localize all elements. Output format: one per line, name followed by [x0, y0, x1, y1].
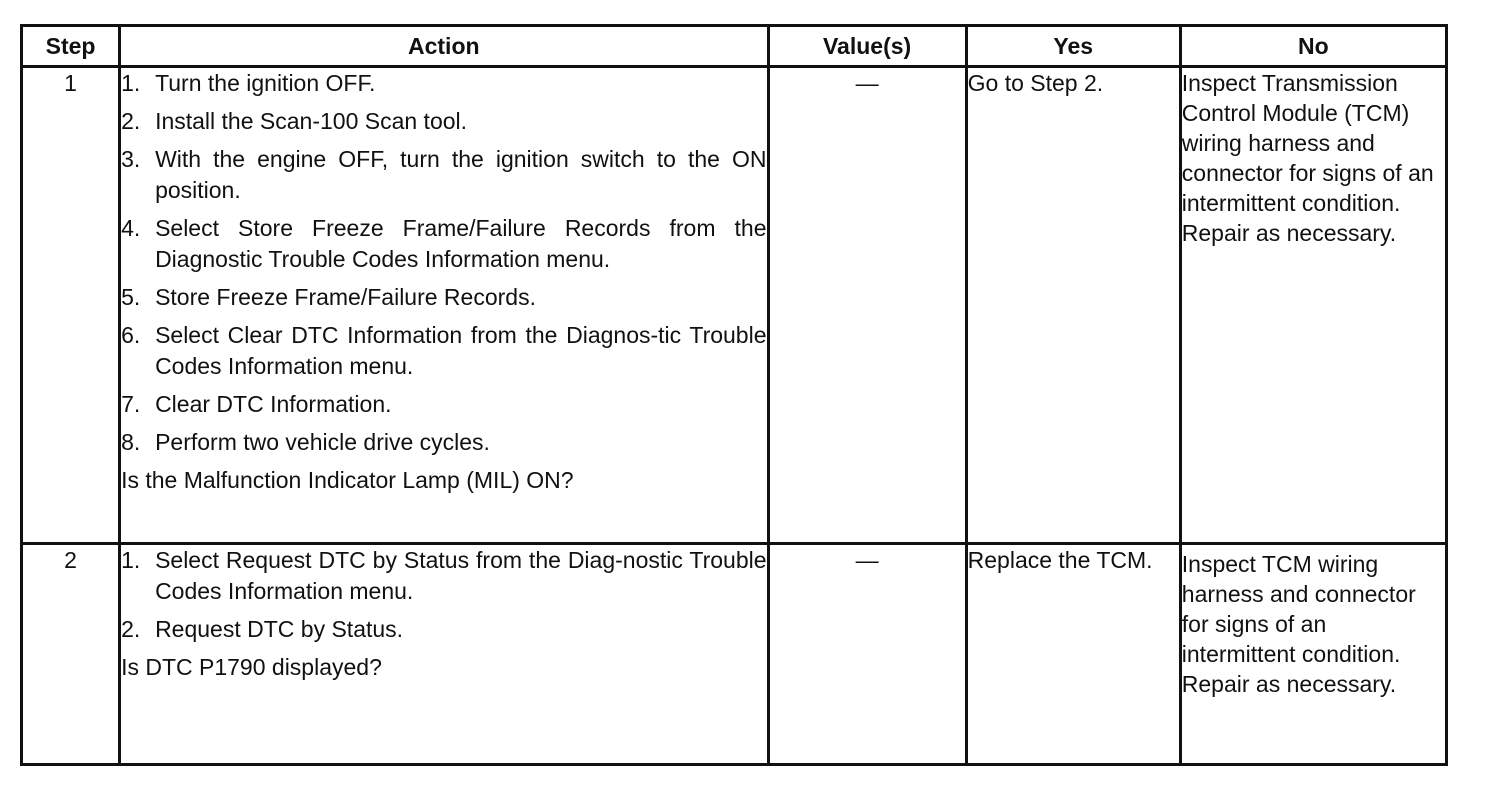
table-row — [22, 544, 1447, 765]
action-step — [121, 282, 766, 313]
step-text: Select Clear DTC Information from the Diagnos-tic Trouble Codes Information menu. — [155, 322, 767, 379]
header-yes: Yes — [966, 26, 1180, 67]
action-step — [121, 389, 766, 420]
yes-cell: Go to Step 2. — [966, 67, 1180, 544]
action-step — [121, 68, 766, 99]
step-question: Is DTC P1790 displayed? — [121, 654, 382, 680]
action-step — [121, 320, 766, 382]
step-text: Select Request DTC by Status from the Diag-nostic Trouble Codes Information menu. — [155, 547, 767, 604]
step-text: Request DTC by Status. — [155, 616, 404, 642]
value-cell: — — [768, 67, 966, 544]
step-index: 2. — [121, 616, 141, 642]
step-index: 1. — [121, 547, 141, 573]
header-action: Action — [120, 26, 768, 67]
step-index: 2. — [121, 108, 141, 134]
step-index: 8. — [121, 429, 141, 455]
step-index: 5. — [121, 284, 141, 310]
header-values: Value(s) — [768, 26, 966, 67]
step-number: 2 — [22, 544, 120, 765]
step-number: 1 — [22, 67, 120, 544]
step-index: 3. — [121, 146, 141, 172]
action-cell — [120, 67, 768, 544]
header-row — [22, 26, 1447, 67]
value-cell: — — [768, 544, 966, 765]
step-index: 6. — [121, 322, 141, 348]
step-text: Install the Scan-100 Scan tool. — [155, 108, 468, 134]
step-question: Is the Malfunction Indicator Lamp (MIL) ON? — [121, 467, 574, 493]
step-index: 4. — [121, 215, 141, 241]
action-step — [121, 144, 766, 206]
action-step — [121, 545, 766, 607]
diagnostic-table — [20, 24, 1448, 766]
step-index: 7. — [121, 391, 141, 417]
step-text: With the engine OFF, turn the ignition switch to the ON position. — [155, 146, 767, 203]
action-step — [121, 614, 766, 645]
step-text: Perform two vehicle drive cycles. — [155, 429, 490, 455]
step-index: 1. — [121, 70, 141, 96]
yes-cell: Replace the TCM. — [966, 544, 1180, 765]
action-step — [121, 106, 766, 137]
action-steps — [121, 68, 766, 458]
action-cell — [120, 544, 768, 765]
step-text: Select Store Freeze Frame/Failure Records from the Diagnostic Trouble Codes Information menu. — [155, 215, 767, 272]
step-text: Store Freeze Frame/Failure Records. — [155, 284, 536, 310]
header-no: No — [1180, 26, 1446, 67]
action-step — [121, 213, 766, 275]
step-text: Clear DTC Information. — [155, 391, 392, 417]
table-row — [22, 67, 1447, 544]
header-step: Step — [22, 26, 120, 67]
step-text: Turn the ignition OFF. — [155, 70, 376, 96]
action-steps — [121, 545, 766, 645]
action-step — [121, 427, 766, 458]
no-cell: Inspect TCM wiring harness and connector for signs of an intermittent condition. Repair as necessary. — [1180, 544, 1446, 765]
no-cell: Inspect Transmission Control Module (TCM) wiring harness and connector for signs of an intermittent condition. Repair as necessary. — [1180, 67, 1446, 544]
